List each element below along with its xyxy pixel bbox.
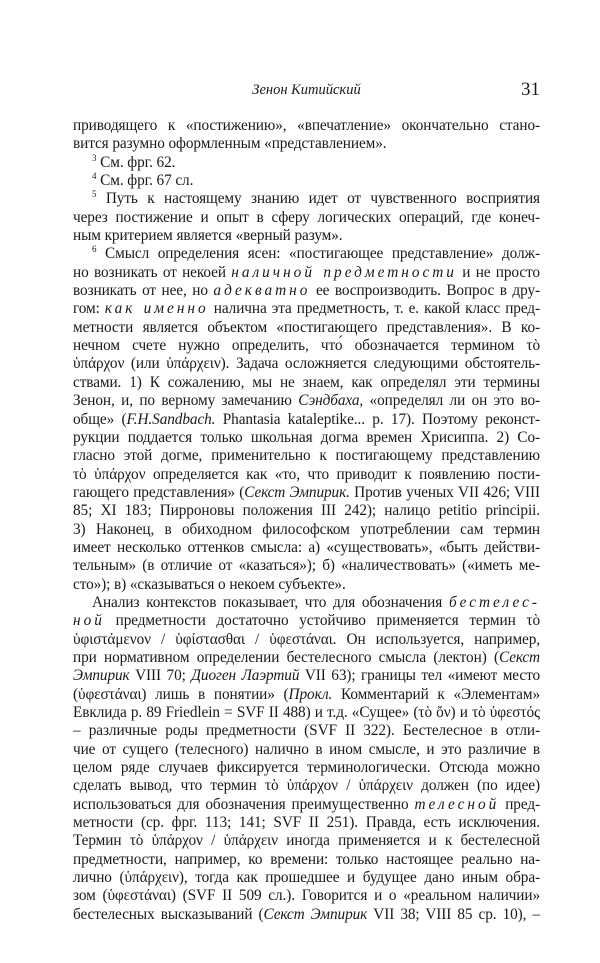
text-line [73,135,540,153]
spaced-emphasis-text: ной [73,612,105,630]
text-segment: Зенон, и, по верному замечанию [73,392,299,410]
footnote-number: 3 [92,152,97,163]
spaced-emphasis-text: бестелес- [448,593,540,611]
text-line [73,466,540,484]
text-line [73,722,540,740]
text-line [73,686,540,704]
footnote-number: 4 [92,170,97,181]
italic-text: Секст Эмпирик. [244,483,350,501]
text-segment: метности (ср. фрг. 113; 141; SVF II 251). Правда, есть исключения. [73,814,540,832]
text-segment: обще» ( [73,410,127,428]
italic-text: Прокл. [288,685,333,703]
text-line [73,209,540,227]
text-line [73,777,540,795]
text-line [73,484,540,502]
text-segment: гом: [73,300,105,318]
text-segment: налична эта предметность, т. е. какой класс пред- [208,300,540,318]
text-line [73,814,540,832]
text-line [73,392,540,410]
text-line [73,411,540,429]
spaced-emphasis-text: телесной [414,795,500,813]
text-segment: ным критерием является «верный разум». [73,227,343,245]
text-segment: зом (ὑφεστάναι) (SVF II 509 сл.). Говорится и о «реальном наличии» [73,887,540,905]
italic-text: Секст Эмпирик [263,905,368,923]
text-line [73,759,540,777]
text-segment: гающего представления» ( [73,483,245,501]
text-line [73,832,540,850]
text-segment: возникать от нее, но [73,282,214,300]
italic-text: Секст [498,648,540,666]
text-line [73,631,540,649]
text-line [73,374,540,392]
text-segment: VIII 70; [129,667,192,685]
text-segment: приводящего к «постижению», «впечатление» окончательно стано- [73,117,540,134]
text-segment: но возникать от некоей [73,263,232,281]
text-segment: Комментарий к «Элементам» [332,685,540,703]
text-segment: использоваться для обозначения преимущественно [73,795,415,813]
running-header [73,80,540,104]
text-segment: ствами. 1) К сожалению, мы не знаем, как определял эти термины [73,373,540,391]
text-segment: гласно этой догме, применительно к постигающему представлению [73,447,540,465]
text-segment: τὸ ὑπάρχον определяется как «то, что приводит к появлению пости- [73,465,540,483]
text-line [73,594,540,612]
text-line [73,190,540,208]
text-segment: – различные роды предметности (SVF II 322). Бестелесное в отли- [73,722,540,740]
running-title: Зенон Китийский [252,82,361,98]
text-line [73,245,540,263]
text-segment: рукции поддается только школьная догма времен Хрисиппа. 2) Со- [73,428,540,446]
text-segment: См. фрг. 67 сл. [96,172,194,190]
text-line [73,612,540,630]
text-line [73,704,540,722]
text-line [73,429,540,447]
text-segment: VII 63); границы тел «имеют место [299,667,540,685]
text-segment: и не просто [456,263,540,281]
text-line [73,172,540,190]
text-segment: пред- [499,795,540,813]
text-segment: Путь к настоящему знанию идет от чувственного восприятия [96,190,540,208]
text-segment: См. фрг. 62. [96,153,176,171]
text-line [73,649,540,667]
spaced-emphasis-text: адекватно [213,282,311,300]
text-segment: сто»); в) «сказываться о некоем субъекте». [73,575,346,593]
spaced-emphasis-text: как именно [104,300,209,318]
text-segment: Термин τὸ ὑπάρχον / ὑπάρχειν иногда применяется и к бестелесной [73,832,540,850]
text-segment: лично (ὑπάρχειν), тогда как прошедшее и будущее дано иным обра- [73,869,540,887]
text-segment: VII 38; VIII 85 ср. 10), – [367,905,540,923]
text-segment: (ὑφεστάναι) лишь в понятии» ( [73,685,289,703]
text-segment: тельным» (в отличие от «казаться»); б) «наличествовать» («иметь ме- [73,557,540,575]
spaced-emphasis-text: наличной предметности [231,263,457,281]
text-segment: Евклида p. 89 Friedlein = SVF II 488) и т.д. «Сущее» (τὸ ὄν) и τὸ ὑφεστός [73,704,540,721]
text-line [73,154,540,172]
text-line [73,300,540,318]
text-line [73,741,540,759]
text-segment: предметности, например, ко времени: только настоящее реально на- [73,850,540,868]
text-segment: Против ученых VII 426; VIII [349,483,540,501]
text-line [73,447,540,465]
text-line [73,521,540,539]
text-segment: метности является объектом «постигающего представления». В ко- [73,318,540,336]
text-segment: «определял ли он это во- [363,392,540,410]
text-line [73,355,540,373]
text-line [73,906,540,924]
text-segment: сделать вывод, что термин τὸ ὑπάρχον / ὑπάρχειν должен (по идее) [73,777,540,795]
text-segment: ὑπάρχον (или ὑπάρχειν). Задача осложняется следующими обстоятель- [73,355,540,373]
text-line [73,319,540,337]
text-line [73,851,540,869]
text-line [73,502,540,520]
italic-text: Эмпирик [73,667,130,685]
text-line [73,887,540,905]
text-segment: Анализ контекстов показывает, что для обозначения [92,593,449,611]
page-number: 31 [521,79,540,100]
text-line [73,539,540,557]
text-segment: имеет несколько оттенков смысла: а) «существовать», «быть действи- [73,538,540,556]
footnote-number: 5 [92,189,97,200]
text-segment: предметности достаточно устойчиво применяется термин τὸ [104,612,540,630]
italic-text: Диоген Лаэртий [191,667,300,685]
text-line [73,557,540,575]
text-line [73,796,540,814]
text-segment: через постижение и опыт в сферу логических операций, где конеч- [73,208,540,226]
page-body-text [73,117,540,924]
text-segment: при нормативном определении бестелесного смысла (лектон) ( [73,648,499,666]
text-segment: целом ряде случаев фиксируется терминологически. Отсюда можно [73,759,540,777]
text-segment: Phantasia kataleptike... p. 17). Поэтому реконст- [215,410,540,428]
text-line [73,576,540,594]
text-segment: бестелесных высказываний ( [73,905,264,923]
text-segment: чие от сущего (телесного) налично в ином смысле, и это различие в [73,740,540,758]
text-segment: вится разумно оформленным «представлением». [73,135,387,153]
text-segment: 85; XI 183; Пирроновы положения III 242); налицо petitio principii. [73,502,540,520]
text-line [73,282,540,300]
italic-text: Сэндбаха, [298,392,364,410]
text-segment: ὑφιστάμενον / ὑφίστασθαι / ὑφεστάναι. Он используется, например, [73,630,540,648]
text-line [73,667,540,685]
text-line [73,117,540,135]
italic-text: F.H.Sandbach. [126,410,216,428]
text-line [73,227,540,245]
text-line [73,869,540,887]
text-segment: нечном счете нужно определить, что́ обозначается термином τὸ [73,337,540,355]
text-segment: 3) Наконец, в обиходном философском употреблении сам термин [73,520,540,538]
text-line [73,337,540,355]
text-segment: Смысл определения ясен: «постигающее представление» долж- [96,245,540,263]
text-segment: ее воспроизводить. Вопрос в дру- [310,282,540,300]
text-line [73,264,540,282]
footnote-number: 6 [92,244,97,255]
